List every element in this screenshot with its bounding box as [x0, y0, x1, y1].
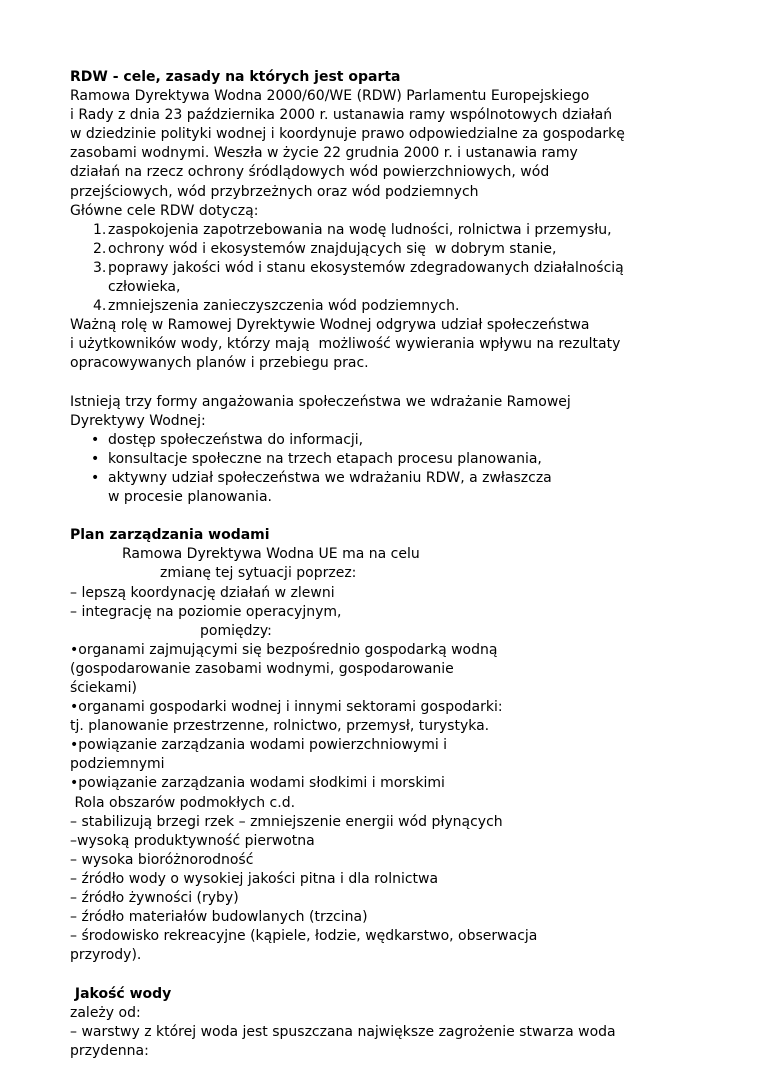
line-text: tj. planowanie przestrzenne, rolnictwo, przemysł, turystyka.: [70, 718, 490, 735]
text-line: [70, 794, 760, 813]
line-text: Ramowa Dyrektywa Wodna UE ma na celu: [122, 546, 420, 563]
numbered-item: [70, 259, 760, 278]
text-line: [70, 163, 760, 182]
number-marker: 1.: [93, 221, 107, 238]
line-text: •organami gospodarki wodnej i innymi sektorami gospodarki:: [70, 699, 503, 716]
line-text: – integrację na poziomie operacyjnym,: [70, 603, 342, 620]
text-line: [70, 488, 760, 507]
line-text: •organami zajmującymi się bezpośrednio gospodarką wodną: [70, 641, 498, 658]
text-line: [70, 1042, 760, 1061]
line-text: zmniejszenia zanieczyszczenia wód podziemnych.: [108, 298, 460, 315]
bullet-item: [70, 431, 760, 450]
line-text: (gospodarowanie zasobami wodnymi, gospodarowanie: [70, 660, 454, 677]
line-text: przydenna:: [70, 1042, 149, 1059]
text-line: [70, 584, 760, 603]
line-text: Plan zarządzania wodami: [70, 527, 270, 544]
text-line: [70, 870, 760, 889]
line-text: Rola obszarów podmokłych c.d.: [70, 794, 296, 811]
text-line: [70, 755, 760, 774]
numbered-item: [70, 240, 760, 259]
line-text: •powiązanie zarządzania wodami słodkimi i morskimi: [70, 775, 445, 792]
line-text: Jakość wody: [70, 985, 172, 1002]
text-line: [70, 774, 760, 793]
line-text: RDW - cele, zasady na których jest oparta: [70, 69, 401, 85]
line-text: Ramowa Dyrektywa Wodna 2000/60/WE (RDW) Parlamentu Europejskiego: [70, 88, 590, 105]
line-text: konsultacje społeczne na trzech etapach procesu planowania,: [108, 450, 542, 467]
number-marker: 3.: [93, 259, 107, 276]
line-text: ochrony wód i ekosystemów znajdujących się w dobrym stanie,: [108, 240, 557, 257]
text-line: [70, 889, 760, 908]
section-heading: [70, 68, 760, 87]
text-line: [70, 622, 760, 641]
line-text: w procesie planowania.: [108, 489, 272, 506]
text-line: [70, 698, 760, 717]
text-line: [70, 354, 760, 373]
bullet-item: [70, 469, 760, 488]
blank-line: [70, 507, 760, 526]
section-heading: [70, 985, 760, 1004]
text-line: [70, 393, 760, 412]
text-line: [70, 603, 760, 622]
numbered-item: [70, 221, 760, 240]
text-line: [70, 908, 760, 927]
text-line: [70, 660, 760, 679]
line-text: podziemnymi: [70, 756, 165, 773]
text-line: [70, 545, 760, 564]
text-line: [70, 202, 760, 221]
line-text: Ważną rolę w Ramowej Dyrektywie Wodnej odgrywa udział społeczeństwa: [70, 317, 590, 334]
text-line: [70, 106, 760, 125]
line-text: ściekami): [70, 680, 137, 696]
text-line: [70, 564, 760, 583]
line-text: zasobami wodnymi. Weszła w życie 22 grudnia 2000 r. i ustanawia ramy: [70, 145, 578, 162]
bullet-marker: •: [91, 469, 100, 486]
text-line: [70, 736, 760, 755]
numbered-item: [70, 297, 760, 316]
number-marker: 2.: [93, 240, 107, 257]
line-text: – stabilizują brzegi rzek – zmniejszenie energii wód płynących: [70, 813, 503, 830]
line-text: działań na rzecz ochrony śródlądowych wód powierzchniowych, wód: [70, 164, 550, 181]
line-text: Dyrektywy Wodnej:: [70, 412, 206, 429]
text-line: [70, 183, 760, 202]
text-line: [70, 87, 760, 106]
text-line: [70, 641, 760, 660]
line-text: i Rady z dnia 23 października 2000 r. ustanawia ramy wspólnotowych działań: [70, 107, 613, 124]
text-line: [70, 144, 760, 163]
blank-line: [70, 965, 760, 984]
line-text: i użytkowników wody, którzy mają możliwość wywierania wpływu na rezultaty: [70, 336, 621, 353]
line-text: aktywny udział społeczeństwa we wdrażaniu RDW, a zwłaszcza: [108, 469, 552, 486]
line-text: Istnieją trzy formy angażowania społeczeństwa we wdrażanie Ramowej: [70, 393, 571, 410]
line-text: – źródło materiałów budowlanych (trzcina): [70, 909, 368, 926]
line-text: •powiązanie zarządzania wodami powierzchniowymi i: [70, 737, 448, 754]
text-line: [70, 278, 760, 297]
line-text: – wysoka bioróżnorodność: [70, 851, 254, 868]
bullet-marker: •: [91, 431, 100, 448]
text-line: [70, 1023, 760, 1042]
line-text: – lepszą koordynację działań w zlewni: [70, 584, 335, 601]
line-text: Główne cele RDW dotyczą:: [70, 202, 259, 219]
line-text: – środowisko rekreacyjne (kąpiele, łodzie, wędkarstwo, obserwacja: [70, 928, 538, 945]
text-line: [70, 316, 760, 335]
text-line: [70, 125, 760, 144]
text-line: [70, 813, 760, 832]
line-text: – warstwy z której woda jest spuszczana największe zagrożenie stwarza woda: [70, 1023, 616, 1040]
line-text: – źródło wody o wysokiej jakości pitna i dla rolnictwa: [70, 870, 439, 887]
number-marker: 4.: [93, 298, 107, 315]
text-line: [70, 335, 760, 354]
text-line: [70, 717, 760, 736]
line-text: w dziedzinie polityki wodnej i koordynuje prawo odpowiedzialne za gospodarkę: [70, 126, 625, 143]
bullet-marker: •: [91, 450, 100, 467]
line-text: pomiędzy:: [200, 622, 272, 639]
line-text: zmianę tej sytuacji poprzez:: [160, 565, 357, 582]
text-line: [70, 679, 760, 698]
line-text: dostęp społeczeństwa do informacji,: [108, 431, 364, 448]
text-line: [70, 412, 760, 431]
line-text: – źródło żywności (ryby): [70, 890, 239, 907]
line-text: przyrody).: [70, 947, 142, 964]
text-line: [70, 927, 760, 946]
text-line: [70, 1004, 760, 1023]
text-line: [70, 851, 760, 870]
line-text: zaspokojenia zapotrzebowania na wodę ludności, rolnictwa i przemysłu,: [108, 221, 612, 238]
text-line: [70, 832, 760, 851]
line-text: –wysoką produktywność pierwotna: [70, 832, 315, 849]
document-body: [70, 68, 760, 1061]
line-text: człowieka,: [108, 279, 181, 296]
section-heading: [70, 526, 760, 545]
line-text: przejściowych, wód przybrzeżnych oraz wód podziemnych: [70, 183, 479, 200]
line-text: opracowywanych planów i przebiegu prac.: [70, 355, 369, 372]
line-text: zależy od:: [70, 1004, 141, 1021]
bullet-item: [70, 450, 760, 469]
blank-line: [70, 374, 760, 393]
text-line: [70, 946, 760, 965]
line-text: poprawy jakości wód i stanu ekosystemów zdegradowanych działalnością: [108, 259, 624, 276]
